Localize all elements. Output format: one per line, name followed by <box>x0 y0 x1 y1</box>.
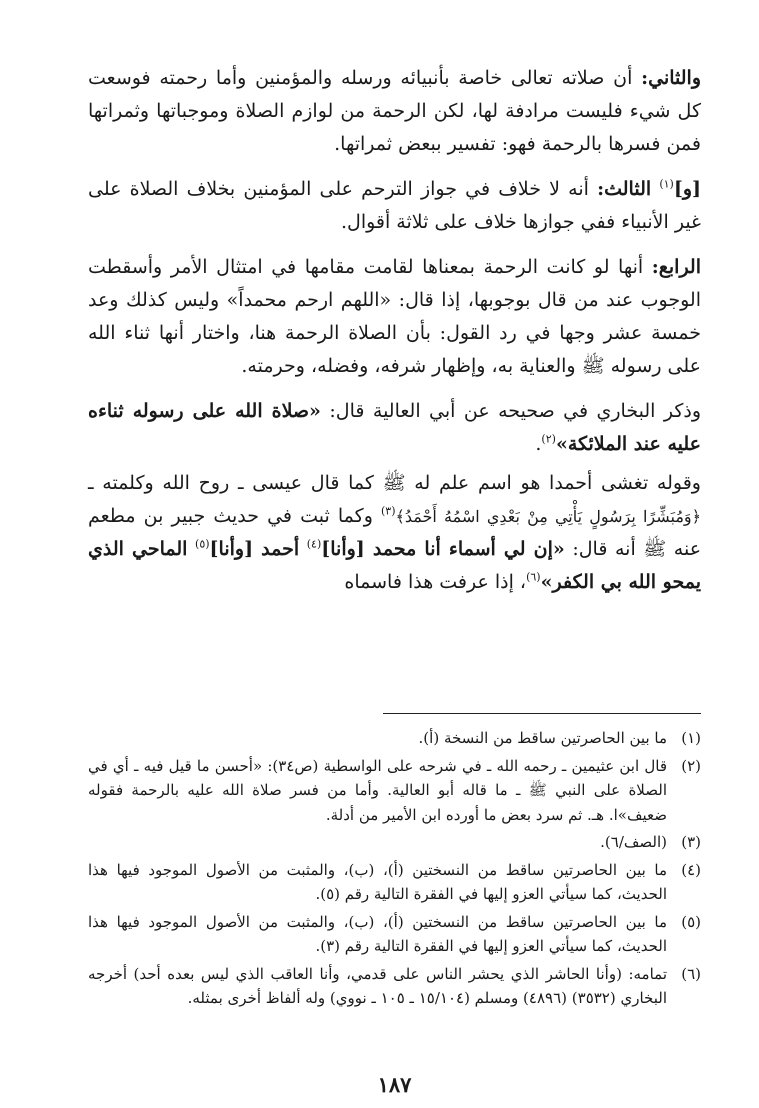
footnote-text: ما بين الحاصرتين ساقط من النسختين (أ)، (ب)، والمثبت من الأصول الموجود فيها هذا الحديث، كما سيأتي العزو إليها في الفقرة التالية رقم (٣). <box>88 912 667 955</box>
footnote-number: (٣) <box>681 833 701 851</box>
footnote-ref-4[interactable]: (٤) <box>306 537 322 551</box>
footnote-text: ما بين الحاصرتين ساقط من النسخة (أ). <box>418 729 667 747</box>
hadith-quote-3: الماحي الذي يمحو الله بي الكفر» <box>88 538 701 593</box>
paragraph-ahmad <box>88 467 701 599</box>
footnote-number: (١) <box>681 729 701 747</box>
paragraph-label: الرابع: <box>651 256 701 278</box>
footnote-ref-1[interactable]: (١) <box>659 177 674 191</box>
paragraph-bukhari <box>88 395 701 461</box>
footnote-ref-5[interactable]: (٥) <box>195 537 210 551</box>
footnote-text: قال ابن عثيمين ـ رحمه الله ـ في شرحه على الواسطية (ص٣٤): «أحسن ما قيل فيه ـ أي في الصلاة على النبي ﷺ ـ ما قاله أبو العالية. وأما من فسر صلاة الله عليه بالرحمة فقوله ضعيف»ا. هـ. ثم سرد بعض ما أورده ابن الأمير من أدلة. <box>88 756 667 824</box>
paragraph-third <box>88 173 701 239</box>
footnote-separator <box>383 713 701 714</box>
footnote-number: (٤) <box>681 860 701 879</box>
paragraph-text: وذكر البخاري في صحيحه عن أبي العالية قال: <box>329 400 701 422</box>
footnote-number: (٦) <box>681 964 701 983</box>
paragraph-text: أن صلاته تعالى خاصة بأنبيائه ورسله والمؤمنين وأما رحمته فوسعت كل شيء فليست مرادفة لها، لكن الرحمة من لوازم الصلاة وموجباتها وثمراتها فمن فسرها بالرحمة فهو: تفسير ببعض ثمراتها. <box>88 67 701 155</box>
hadith-quote-1: «إن لي أسماء أنا محمد [وأنا] <box>321 538 565 560</box>
footnote-text: ما بين الحاصرتين ساقط من النسختين (أ)، (ب)، والمثبت من الأصول الموجود فيها هذا الحديث، كما سيأتي العزو إليها في الفقرة التالية رقم (٥). <box>88 860 667 903</box>
quote-text: «صلاة الله على رسوله ثناءه عليه عند الملائكة» <box>88 400 701 455</box>
footnote-ref-3[interactable]: (٣) <box>380 504 396 518</box>
quran-verse: ﴿وَمُبَشِّرًا بِرَسُولٍ يَأْتِي مِنْ بَعْدِي اسْمُهُ أَحْمَدُ﴾ <box>395 507 702 526</box>
footnote-ref-2[interactable]: (٢) <box>541 432 556 446</box>
paragraph-text: أنها لو كانت الرحمة بمعناها لقامت مقامها في امتثال الأمر وأسقطت الوجوب عند من قال بوجوبها، إذا قال: «اللهم ارحم محمداً» وليس كذلك وعد خمسة عشر وجها في رد القول: بأن الصلاة الرحمة هنا، واختار أنها ثناء الله على رسوله ﷺ والعناية به، وإظهار شرفه، وفضله، وحرمته. <box>88 256 701 377</box>
footnote-3 <box>88 830 701 855</box>
paragraph-end: . <box>535 433 542 455</box>
paragraph-text-3: ، إذا عرفت هذا فاسماه <box>344 571 527 593</box>
footnotes <box>88 726 701 1014</box>
hadith-quote-2: أحمد [وأنا] <box>209 538 300 560</box>
footnote-4 <box>88 858 701 907</box>
paragraph-text: وقوله تغشى أحمدا هو اسم علم له ﷺ كما قال عيسى ـ روح الله وكلمته ـ <box>88 472 701 494</box>
footnote-5 <box>88 910 701 959</box>
footnote-2 <box>88 754 701 828</box>
paragraph-label: الثالث: <box>597 178 652 200</box>
footnote-number: (٥) <box>681 912 701 931</box>
footnote-1 <box>88 726 701 751</box>
book-page <box>88 62 701 1108</box>
footnote-6 <box>88 962 701 1011</box>
bracket-insert: [و] <box>673 178 701 200</box>
footnote-text: (الصف/٦). <box>600 833 667 851</box>
footnote-text: تمامه: (وأنا الحاشر الذي يحشر الناس على قدمي، وأنا العاقب الذي ليس بعده أحد) أخرجه البخاري (٣٥٣٢) (٤٨٩٦) ومسلم (١٥/١٠٤ ـ ١٠٥ ـ نووي) وله ألفاظ أخرى بمثله. <box>88 964 667 1007</box>
footnote-number: (٢) <box>681 756 701 775</box>
paragraph-fourth <box>88 251 701 383</box>
paragraph-label: والثاني: <box>641 67 701 89</box>
paragraph-text: أنه لا خلاف في جواز الترحم على المؤمنين بخلاف الصلاة على غير الأنبياء ففي جوازها خلاف على ثلاثة أقوال. <box>88 178 701 233</box>
page-number: ١٨٧ <box>377 1072 412 1097</box>
footnote-ref-6[interactable]: (٦) <box>526 570 541 584</box>
paragraph-second <box>88 62 701 161</box>
paragraph-text-2: وكما ثبت في حديث جبير بن مطعم عنه ﷺ أنه قال: <box>88 505 702 560</box>
